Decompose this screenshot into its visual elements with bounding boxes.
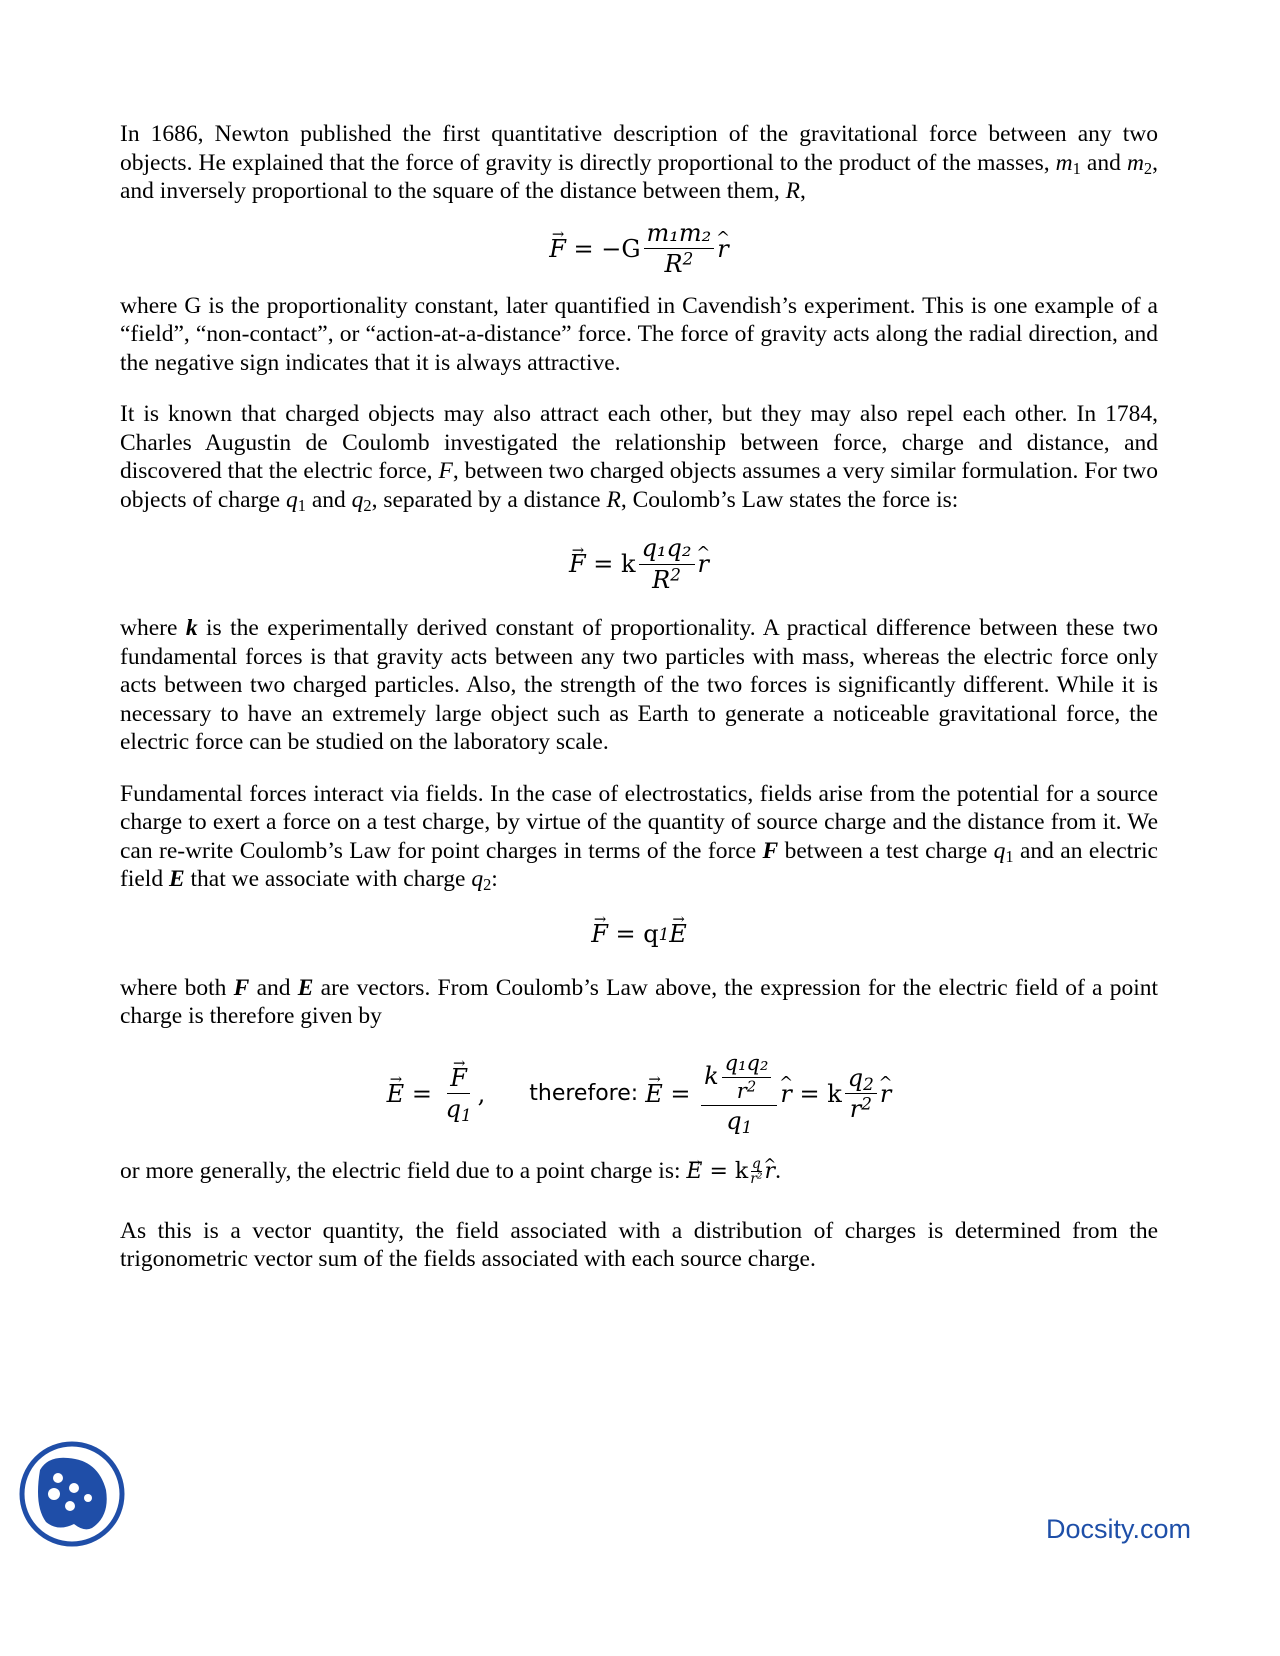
var-q: q xyxy=(847,1063,864,1092)
compound-fraction xyxy=(701,1051,777,1138)
equation-electric-field xyxy=(120,1031,1158,1157)
equals-k: = k xyxy=(585,550,636,578)
unit-vector-r: ^ r xyxy=(780,1080,791,1108)
text: are vectors. From Coulomb’s Law above, the expression for the electric field of a point charge is therefore given by xyxy=(120,974,1159,1029)
denominator xyxy=(649,565,684,593)
docsity-logo-icon xyxy=(18,1440,126,1548)
text: : xyxy=(491,866,498,892)
text: , and inversely proportional to the square of the distance between them, xyxy=(120,149,1159,204)
paragraph-vectors xyxy=(120,974,1158,1031)
fraction xyxy=(443,1063,475,1126)
var-q: q xyxy=(993,837,1006,864)
sub: 1 xyxy=(741,1117,753,1138)
text: Fundamental forces interact via fields. In the case of electrostatics, fields arise from the potential for a source charge to exert a force on a test charge, by virtue of the quantity of source charge and the distance from it. We can re-write Coulomb’s Law for point charges in terms of the force xyxy=(120,780,1158,864)
text: , separated by a distance xyxy=(371,486,607,513)
sup: 2 xyxy=(682,248,694,269)
paragraph-gravity-constant: where G is the proportionality constant, later quantified in Cavendish’s experiment. This is one example of a “field”, “non-contact”, or “action-at-a-distance” force. The force of gravity acts along the radial direction, and the negative sign indicates that it is always attractive. xyxy=(120,292,1158,376)
sub: 2 xyxy=(863,1073,874,1094)
var-m: m xyxy=(1055,149,1073,176)
text: where both xyxy=(120,974,234,1001)
paragraph-coulomb xyxy=(120,400,1158,514)
paragraph-comparison xyxy=(120,614,1158,757)
text: . xyxy=(775,1157,781,1184)
var-R: R xyxy=(652,565,671,594)
therefore-label: therefore: xyxy=(529,1081,646,1106)
numerator: q₁q₂ xyxy=(639,535,695,564)
text: that we associate with charge xyxy=(184,866,472,892)
comma: , xyxy=(477,1079,486,1108)
denominator xyxy=(723,1106,755,1138)
sub: 2 xyxy=(1143,158,1153,178)
denominator xyxy=(847,1094,875,1122)
numerator xyxy=(845,1065,877,1094)
unit-vector-r: ^ r xyxy=(698,550,709,578)
text: , xyxy=(799,178,806,204)
text: , Coulomb’s Law states the force is: xyxy=(620,486,959,513)
var-F: F xyxy=(438,458,453,484)
unit-vector-r: ^ r xyxy=(717,235,728,263)
equals-minus-G: = −G xyxy=(565,234,641,263)
var-R: R xyxy=(785,178,800,204)
var-q: q xyxy=(445,1095,461,1123)
paragraph-vector-sum: As this is a vector quantity, the field associated with a distribution of charges is determined from the trigonometric vector sum of the fields associated with each source charge. xyxy=(120,1217,1158,1273)
var-R: R xyxy=(606,486,621,513)
numerator: m₁m₂ xyxy=(644,220,715,249)
text: It is known that charged objects may also attract each other, but they may also repel each other. In 1784, Charles Augustin de Coulomb investigated the relationship between force, charge and distance, and discovered that the electric force, xyxy=(120,401,1158,484)
equation-gravity xyxy=(120,206,1158,292)
var-E: E xyxy=(297,974,314,1001)
numerator xyxy=(447,1065,470,1094)
equals-k: = k xyxy=(702,1158,749,1184)
vector-E: → E xyxy=(686,1158,702,1187)
sub: 1 xyxy=(1005,846,1014,866)
var-E: E xyxy=(168,866,185,892)
vector-E: → E xyxy=(669,920,687,948)
paragraph-general-field xyxy=(120,1157,1158,1187)
vector-F: → F xyxy=(591,920,608,948)
docsity-brand-link[interactable]: Docsity.com xyxy=(1046,1514,1192,1544)
var-r: r xyxy=(736,1079,747,1104)
unit-vector-r: ^ r xyxy=(880,1080,891,1108)
sub: 2 xyxy=(363,495,372,515)
paragraph-fields xyxy=(120,780,1158,894)
fraction xyxy=(644,220,715,278)
denominator: r² xyxy=(750,1171,763,1188)
text: and xyxy=(1080,149,1127,176)
equals-q: = q xyxy=(607,919,659,948)
var-k: k xyxy=(185,615,198,641)
text: is the experimentally derived constant of proportionality. A practical difference between these two fundamental forces is that gravity acts between any two particles with mass, whereas the electric force only acts between two charged particles. Also, the strength of the two forces is significantly different. While it is necessary to have an extremely large object such as Earth to generate a noticeable gravitational force, the electric force can be studied on the laboratory scale. xyxy=(120,615,1158,755)
sup: 2 xyxy=(746,1078,757,1096)
text: and xyxy=(249,974,298,1001)
text: and xyxy=(305,486,352,513)
var-m: m xyxy=(1126,149,1144,176)
text: , between two charged objects assumes a very similar formulation. For two objects of charge xyxy=(120,458,1158,513)
text: where xyxy=(120,615,186,641)
var-q: q xyxy=(285,486,298,513)
denominator xyxy=(662,249,697,277)
sub: 1 xyxy=(1072,158,1081,178)
var-r: r xyxy=(849,1095,862,1123)
inner-fraction xyxy=(722,1052,772,1103)
denominator xyxy=(443,1094,475,1126)
equals-k: = k xyxy=(791,1079,842,1108)
fraction xyxy=(750,1157,762,1187)
sup: 2 xyxy=(670,563,681,584)
numerator: q xyxy=(751,1155,761,1172)
unit-vector-r: ^ r xyxy=(765,1158,776,1187)
numerator xyxy=(701,1052,777,1106)
text: and an electric field xyxy=(120,837,1158,892)
equals: = xyxy=(404,1079,440,1108)
vector-F: → F xyxy=(549,235,566,263)
equation-force-field: → F = q 1 → E xyxy=(120,894,1158,974)
sub: 2 xyxy=(483,875,492,895)
var-F: F xyxy=(762,837,779,864)
vector-E: → E xyxy=(645,1080,663,1108)
equals: = xyxy=(662,1079,699,1108)
paragraph-newton xyxy=(120,120,1158,206)
fraction xyxy=(845,1065,877,1123)
text: between a test charge xyxy=(778,837,994,864)
var-k: k xyxy=(704,1062,719,1091)
inline-equation xyxy=(686,1155,776,1188)
document-page xyxy=(120,120,1158,1274)
sub: 1 xyxy=(460,1105,472,1126)
var-q: q xyxy=(726,1107,742,1136)
inner-numerator: q₁q₂ xyxy=(722,1052,772,1078)
var-q: q xyxy=(351,486,364,513)
vector-F: → F xyxy=(450,1065,467,1091)
sub: 1 xyxy=(297,495,306,515)
equation-coulomb xyxy=(120,514,1158,614)
vector-F: → F xyxy=(569,550,586,578)
text: or more generally, the electric field due to a point charge is: xyxy=(120,1157,687,1184)
vector-E: → E xyxy=(387,1080,405,1108)
fraction xyxy=(639,535,695,593)
text: In 1686, Newton published the first quantitative description of the gravitational force between any two objects. He explained that the force of gravity is directly proportional to the product of the masses, xyxy=(120,121,1158,176)
var-q: q xyxy=(471,866,484,892)
var-F: F xyxy=(233,974,250,1001)
var-R: R xyxy=(664,250,683,278)
sup: 2 xyxy=(861,1093,872,1114)
inner-denominator xyxy=(734,1078,759,1103)
